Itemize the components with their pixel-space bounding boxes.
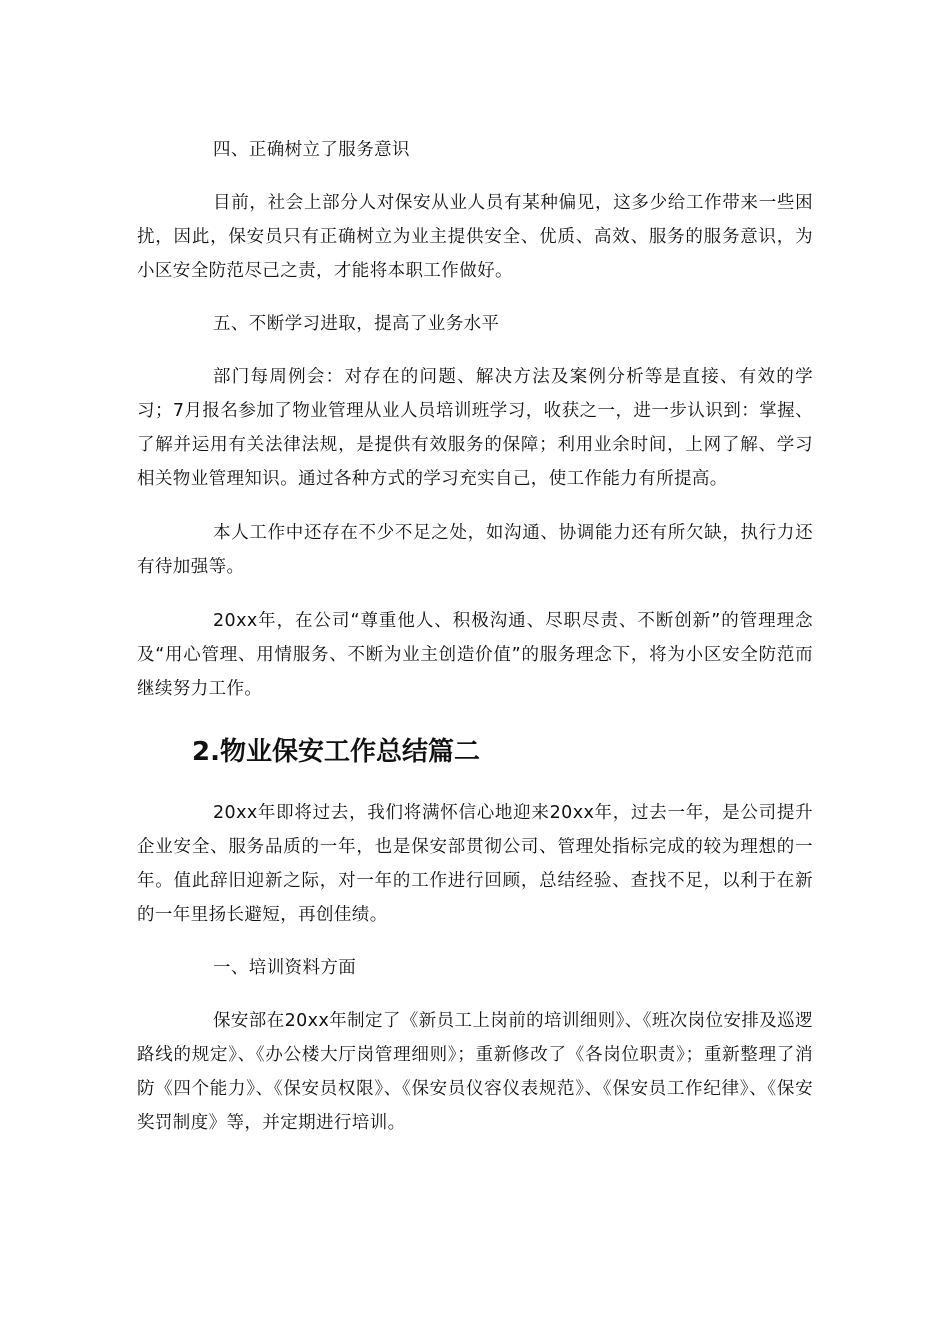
paragraph-shortcomings: 本人工作中还存在不少不足之处，如沟通、协调能力还有所欠缺，执行力还有待加强等。 bbox=[137, 523, 813, 577]
paragraph-service-awareness: 目前，社会上部分人对保安从业人员有某种偏见，这多少给工作带来一些困扰，因此，保安员只有正确树立为业主提供安全、优质、高效、服务的服务意识，为小区安全防范尽己之责，才能将本职工作做好。 bbox=[137, 193, 813, 281]
paragraph-training: 保安部在20xx年制定了《新员工上岗前的培训细则》、《班次岗位安排及巡逻路线的规定》、《办公楼大厅岗管理细则》；重新修改了《各岗位职责》；重新整理了消防《四个能力》、《保安员权限》、《保安员仪容仪表规范》、《保安员工作纪律》、《保安奖罚制度》等，并定期进行培训。 bbox=[137, 1011, 813, 1133]
part-two-title: 2.物业保安工作总结篇二 bbox=[192, 737, 480, 767]
document-page bbox=[137, 134, 813, 1140]
paragraph-outlook: 20xx年，在公司“尊重他人、积极沟通、尽职尽责、不断创新”的管理理念及“用心管理、用情服务、不断为业主创造价值”的服务理念下，将为小区安全防范而继续努力工作。 bbox=[137, 611, 813, 699]
section-heading-learning: 五、不断学习进取，提高了业务水平 bbox=[213, 314, 500, 334]
paragraph-part-two-intro: 20xx年即将过去，我们将满怀信心地迎来20xx年，过去一年，是公司提升企业安全、服务品质的一年，也是保安部贯彻公司、管理处指标完成的较为理想的一年。值此辞旧迎新之际，对一年的工作进行回顾，总结经验、查找不足，以利于在新的一年里扬长避短，再创佳绩。 bbox=[137, 803, 813, 925]
section-heading-training: 一、培训资料方面 bbox=[213, 958, 357, 978]
section-heading-service-awareness: 四、正确树立了服务意识 bbox=[213, 140, 410, 160]
paragraph-learning: 部门每周例会：对存在的问题、解决方法及案例分析等是直接、有效的学习；7月报名参加了物业管理从业人员培训班学习，收获之一，进一步认识到：掌握、了解并运用有关法律法规，是提供有效服务的保障；利用业余时间，上网了解、学习相关物业管理知识。通过各种方式的学习充实自己，使工作能力有所提高。 bbox=[137, 367, 813, 489]
